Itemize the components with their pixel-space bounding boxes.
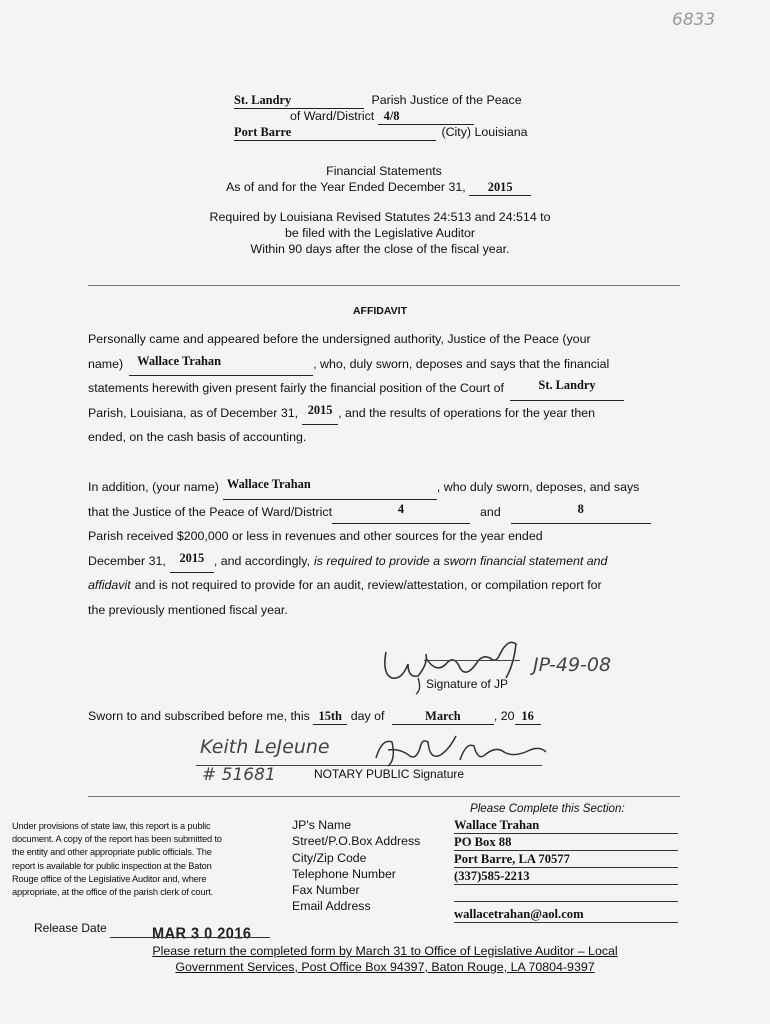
p2-line-2	[88, 500, 680, 525]
p1-line-4-text-a: Parish, Louisiana, as of December 31,	[88, 405, 299, 420]
address-label: Street/P.O.Box Address	[292, 834, 421, 849]
p2-line-3	[88, 524, 680, 549]
divider-bottom	[88, 796, 680, 797]
city-value: Port Barre	[234, 125, 436, 141]
p2-line-4	[88, 549, 680, 574]
disclosure-line: document. A copy of the report has been submitted to	[12, 834, 222, 845]
footer-line-1: Please return the completed form by March 31 to Office of Legislative Auditor – Local	[152, 944, 618, 958]
address-value: PO Box 88	[454, 834, 678, 851]
p2-district: 8	[511, 500, 651, 525]
p2-line-3-text: Parish received $200,000 or less in revenues and other sources for the year ended	[88, 529, 543, 543]
disclosure-line: the entity and other appropriate public officials. The	[12, 847, 212, 858]
release-date-stamp: MAR 3 0 2016	[152, 925, 252, 943]
city-label: (City) Louisiana	[441, 125, 528, 139]
p1-line-2-text-a: name)	[88, 356, 124, 371]
p2-line-4-text-a: December 31,	[88, 553, 166, 568]
p1-line-2	[88, 352, 680, 377]
jp-name-label: JP's Name	[292, 818, 352, 832]
notary-printed-name: Keith LeJeune	[200, 736, 330, 758]
please-complete-label: Please Complete this Section:	[470, 802, 625, 815]
sworn-year-prefix: , 20	[493, 709, 515, 723]
sworn-day-of: day of	[350, 709, 385, 723]
disclosure-line: report is available for public inspection at the Baton	[12, 860, 212, 871]
release-date-label: Release Date	[34, 921, 107, 935]
p1-court-parish: St. Landry	[510, 376, 624, 401]
fax-value	[454, 885, 678, 902]
jp-signature-line	[424, 660, 520, 661]
footer-line-2: Government Services, Post Office Box 94397, Baton Rouge, LA 70804-9397	[175, 960, 595, 974]
telephone-label: Telephone Number	[292, 866, 396, 881]
p1-year: 2015	[302, 401, 338, 426]
parish-label: Parish Justice of the Peace	[371, 93, 522, 107]
email-value: wallacetrahan@aol.com	[454, 906, 678, 923]
requirement-line-3: Within 90 days after the close of the fiscal year.	[250, 242, 510, 256]
sworn-year: 16	[515, 708, 541, 725]
p2-jp-name: Wallace Trahan	[223, 475, 437, 500]
fs-subtitle-row	[226, 180, 556, 196]
release-date-line	[110, 937, 270, 938]
fax-label: Fax Number	[292, 883, 360, 898]
jp-number: JP-49-08	[533, 654, 612, 676]
jp-name-value: Wallace Trahan	[454, 817, 678, 834]
p2-line-6	[88, 598, 680, 623]
ward-label: of Ward/District	[290, 109, 375, 123]
contact-labels	[292, 817, 452, 915]
p1-line-5-text: ended, on the cash basis of accounting.	[88, 430, 307, 444]
sworn-month: March	[392, 708, 494, 725]
disclosure-line: Rouge office of the Legislative Auditor and, where	[12, 873, 207, 884]
corner-code: 6833	[672, 10, 716, 30]
jp-signature-label: Signature of JP	[426, 677, 509, 691]
fs-year: 2015	[469, 180, 531, 196]
notary-number: # 51681	[202, 765, 276, 785]
p2-line-4-text-b: , and accordingly,	[213, 553, 311, 568]
p2-line-2-text-a: that the Justice of the Peace of Ward/District	[88, 504, 333, 519]
divider-top	[88, 285, 680, 286]
p2-line-5-text-b: and is not required to provide for an audit, review/attestation, or compilation report for	[134, 578, 602, 592]
p1-line-5	[88, 425, 680, 450]
email-label: Email Address	[292, 899, 371, 914]
fs-subtitle: As of and for the Year Ended December 31,	[226, 180, 466, 194]
disclosure-line: Under provisions of state law, this report is a public	[12, 821, 211, 831]
header-city-row	[234, 125, 554, 143]
affidavit-paragraph-2	[88, 475, 680, 622]
p2-line-1-text-a: In addition, (your name)	[88, 480, 219, 494]
p2-line-1	[88, 475, 680, 500]
p1-jp-name: Wallace Trahan	[129, 352, 313, 377]
disclosure-line: appropriate, at the office of the parish clerk of court.	[12, 887, 214, 898]
p2-and: and	[480, 504, 501, 519]
p1-line-4	[88, 401, 680, 426]
p2-line-4-text-c: is required to provide a sworn financial statement and	[314, 553, 608, 568]
p2-line-1-text-b: , who duly sworn, deposes, and says	[436, 480, 640, 494]
requirement-line-1: Required by Louisiana Revised Statutes 24:513 and 24:514 to	[209, 210, 551, 224]
sworn-text: Sworn to and subscribed before me, this	[88, 709, 310, 723]
p2-line-5-text-a: affidavit	[88, 578, 131, 592]
telephone-value: (337)585-2213	[454, 868, 678, 885]
requirement-line-2: be filed with the Legislative Auditor	[284, 226, 476, 240]
disclosure-block	[12, 820, 284, 899]
p1-line-4-text-b: , and the results of operations for the year then	[338, 405, 595, 420]
p2-ward: 4	[332, 500, 470, 525]
sworn-row	[88, 708, 588, 725]
contact-values	[454, 817, 678, 923]
p2-line-5	[88, 573, 680, 598]
p1-line-1	[88, 327, 680, 352]
p1-line-3-text: statements herewith given present fairly the financial position of the Court of	[88, 381, 504, 395]
affidavit-paragraph-1	[88, 327, 680, 450]
parish-value: St. Landry	[234, 93, 364, 109]
notary-label: NOTARY PUBLIC Signature	[314, 767, 465, 781]
city-zip-label: City/Zip Code	[292, 850, 367, 865]
p1-line-3	[88, 376, 680, 401]
fs-title: Financial Statements	[326, 164, 442, 178]
city-zip-value: Port Barre, LA 70577	[454, 851, 678, 868]
p2-line-6-text: the previously mentioned fiscal year.	[88, 602, 288, 617]
p1-line-1-text: Personally came and appeared before the undersigned authority, Justice of the Peace (your	[88, 332, 591, 346]
p1-line-2-text-b: , who, duly sworn, deposes and says that the financial	[313, 356, 610, 371]
ward-value: 4/8	[378, 109, 474, 125]
p2-year: 2015	[170, 549, 214, 574]
sworn-day: 15th	[313, 708, 347, 725]
affidavit-title: AFFIDAVIT	[352, 305, 408, 317]
